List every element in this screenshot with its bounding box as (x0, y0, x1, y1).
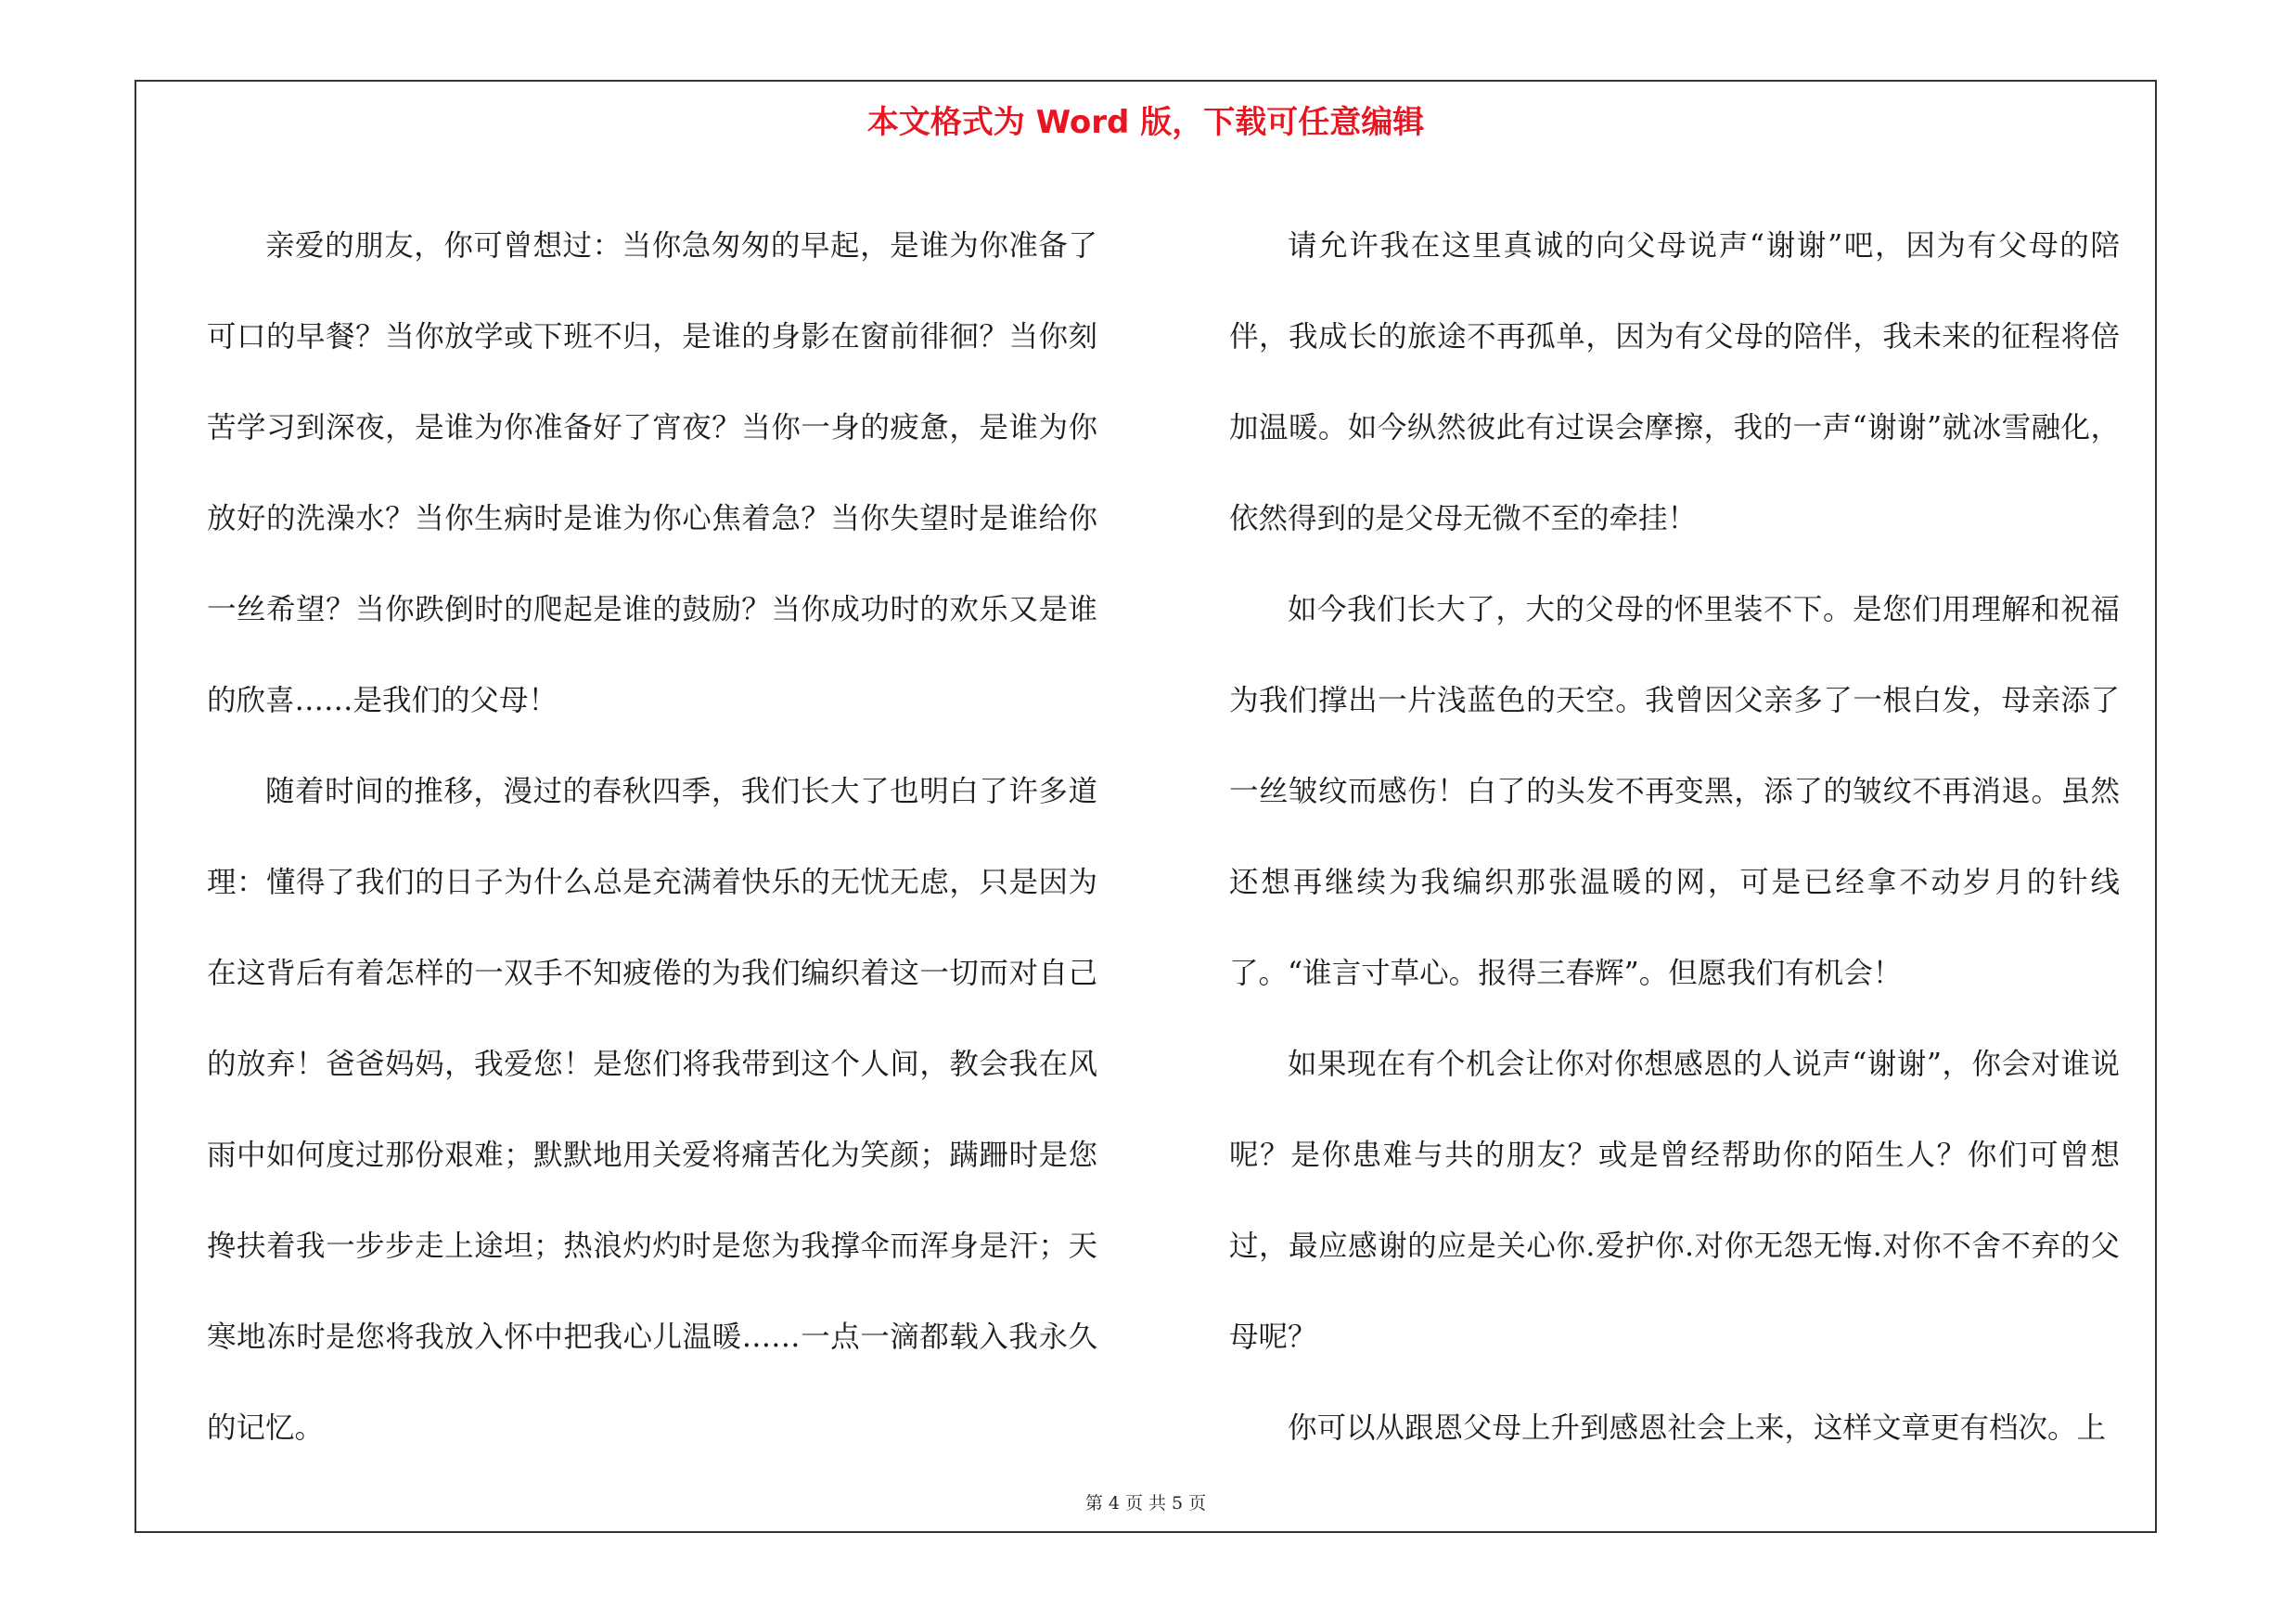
page-frame (135, 80, 2157, 1533)
paragraph: 如今我们长大了，大的父母的怀里装不下。是您们用理解和祝福为我们撑出一片浅蓝色的天空。我曾因父亲多了一根白发，母亲添了一丝皱纹而感伤！白了的头发不再变黑，添了的皱纹不再消退。虽然还想再继续为我编织那张温暖的网，可是已经拿不动岁月的针线了。“谁言寸草心。报得三春辉”。但愿我们有机会！ (1229, 593, 2120, 990)
right-text-column (1229, 200, 2120, 1474)
page-number-label: 第 4 页 共 5 页 (1084, 1493, 1207, 1514)
paragraph: 随着时间的推移，漫过的春秋四季，我们长大了也明白了许多道理：懂得了我们的日子为什么总是充满着快乐的无忧无虑，只是因为在这背后有着怎样的一双手不知疲倦的为我们编织着这一切而对自己的放弃！爸爸妈妈，我爱您！是您们将我带到这个人间，教会我在风雨中如何度过那份艰难；默默地用关爱将痛苦化为笑颜；蹒跚时是您搀扶着我一步步走上途坦；热浪灼灼时是您为我撑伞而浑身是汗；天寒地冻时是您将我放入怀中把我心儿温暖……一点一滴都载入我永久的记忆。 (207, 775, 1097, 1445)
word-format-banner: 本文格式为 Word 版，下载可任意编辑 (866, 104, 1425, 141)
paragraph: 请允许我在这里真诚的向父母说声“谢谢”吧，因为有父母的陪伴，我成长的旅途不再孤单，因为有父母的陪伴，我未来的征程将倍加温暖。如今纵然彼此有过误会摩擦，我的一声“谢谢”就冰雪融化，依然得到的是父母无微不至的牵挂！ (1229, 229, 2120, 535)
paragraph: 如果现在有个机会让你对你想感恩的人说声“谢谢”，你会对谁说呢？是你患难与共的朋友？或是曾经帮助你的陌生人？你们可曾想过，最应感谢的应是关心你.爱护你.对你无怨无悔.对你不舍不弃的父母呢？ (1229, 1048, 2120, 1354)
paragraph: 你可以从跟恩父母上升到感恩社会上来，这样文章更有档次。上 (1288, 1411, 2107, 1445)
left-text-column (207, 200, 1097, 1474)
paragraph: 亲爱的朋友，你可曾想过：当你急匆匆的早起，是谁为你准备了可口的早餐？当你放学或下班不归，是谁的身影在窗前徘徊？当你刻苦学习到深夜，是谁为你准备好了宵夜？当你一身的疲惫，是谁为你放好的洗澡水？当你生病时是谁为你心焦着急？当你失望时是谁给你一丝希望？当你跌倒时的爬起是谁的鼓励？当你成功时的欢乐又是谁的欣喜……是我们的父母！ (207, 229, 1097, 717)
page-number-footer (136, 1490, 2155, 1516)
